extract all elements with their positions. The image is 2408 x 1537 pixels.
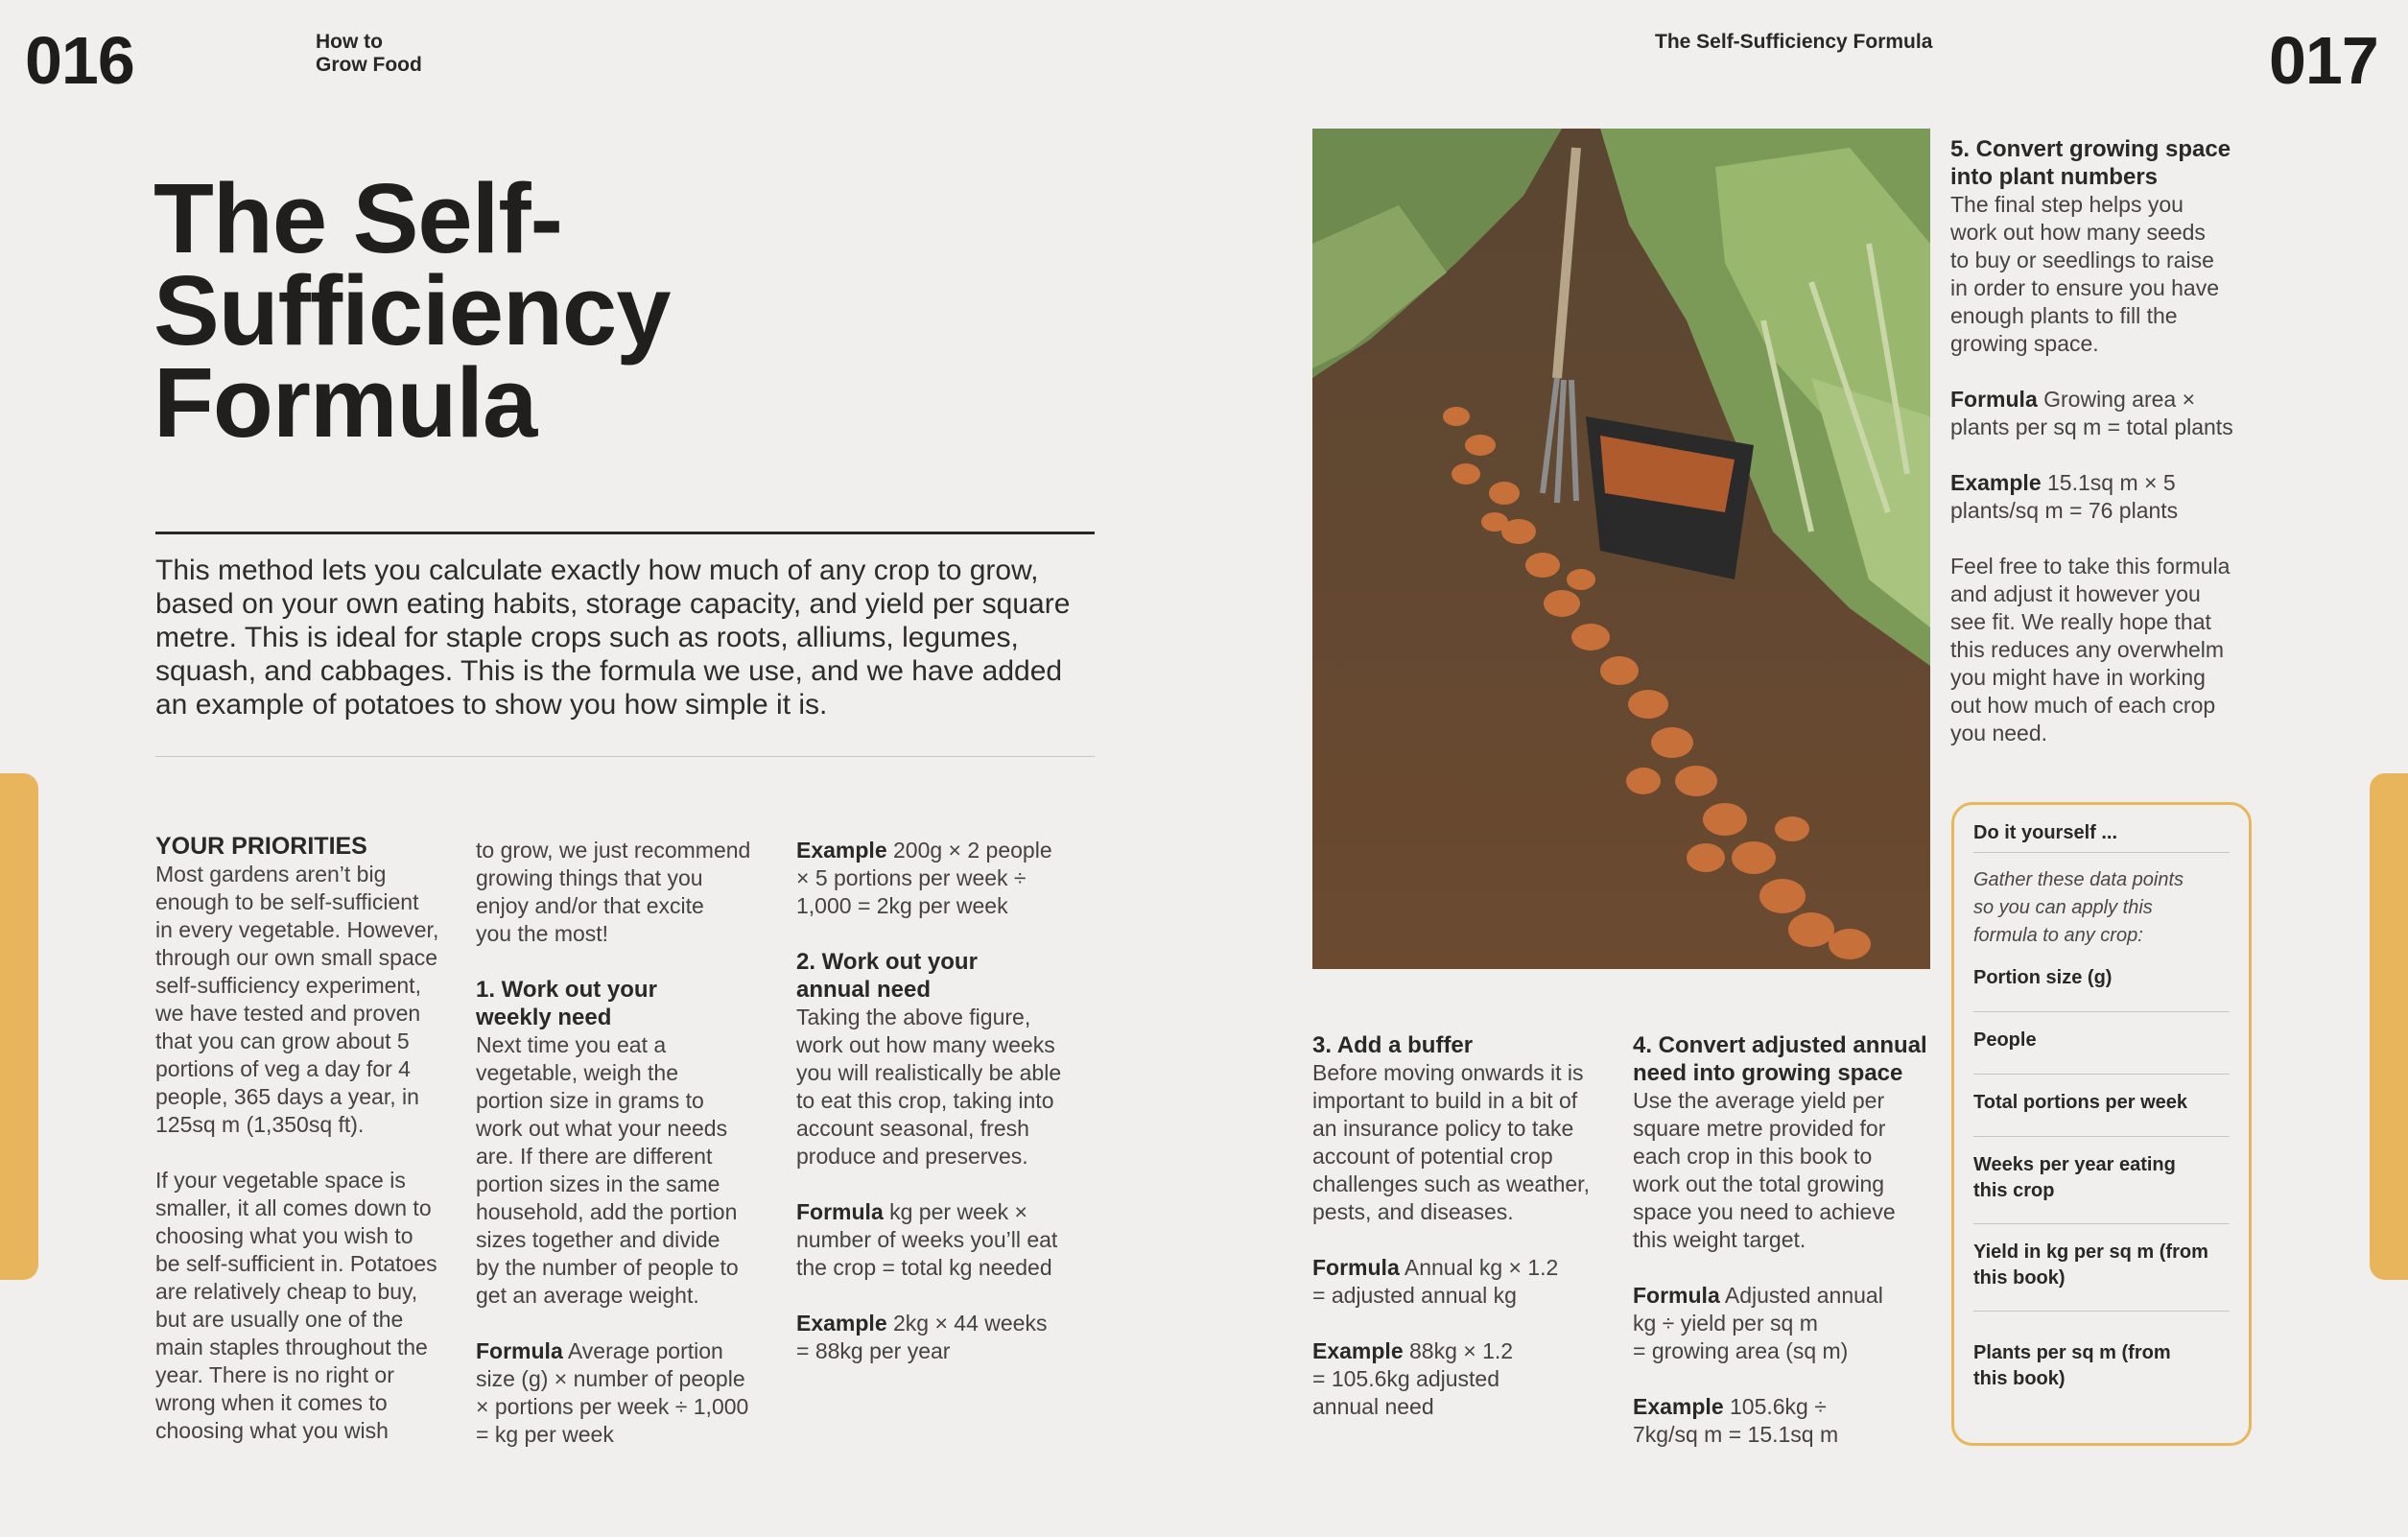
diy-item-portions-per-week: Total portions per week [1973,1092,2187,1113]
step-3-heading: 3. Add a buffer [1312,1032,1474,1058]
step-5-text: The final step helps you work out how many seeds to buy or seedlings to raise in order to ensure you have enough plants to fill the growing space. [1950,192,2220,356]
diy-separator [1973,1074,2230,1075]
diy-separator [1973,1223,2230,1224]
step-1-text: Next time you eat a vegetable, weigh the portion size in grams to work out what your needs are. If there are different portion sizes in the same household, add the portion sizes together and divide by the number of people to get an average weight. [476,1032,739,1308]
diy-separator [1973,1011,2230,1012]
step-2-formula: Formula kg per week × number of weeks you’ll eat the crop = total kg needed [796,1199,1058,1280]
step-3-text: Before moving onwards it is important to build in a bit of an insurance policy to take account of potential crop challenges such as weather, pests, and diseases. [1312,1060,1590,1224]
step-3-formula: Formula Annual kg × 1.2 = adjusted annual kg [1312,1255,1559,1308]
step-5-formula: Formula Growing area × plants per sq m = total plants [1950,387,2233,439]
page-title: The Self- Sufficiency Formula [153,163,671,458]
step-2-text: Taking the above figure, work out how many weeks you will realistically be able to eat this crop, taking into account seasonal, fresh produce and preserves. [796,1005,1062,1169]
priorities-para-2: If your vegetable space is smaller, it all comes down to choosing what you wish to be self-sufficient in. Potatoes are relatively cheap to buy, but are usually one of the main staples throughout the year. There is no right or wrong when it comes to choosing what you wish [155,1168,437,1443]
diy-separator [1973,1311,2230,1312]
column-step-1 [476,837,792,1477]
intro-paragraph: This method lets you calculate exactly how much of any crop to grow, based on your own eating habits, storage capacity, and yield per square metre. This is ideal for staple crops such as roots, alliums, legumes, squash, and cabbages. This is the formula we use, and we have added an example of potatoes to show you how simple it is. [155,555,1071,721]
left-running-head: How to Grow Food [316,31,422,76]
right-running-head: The Self-Sufficiency Formula [1655,31,1933,53]
step-1-example: Example 200g × 2 people × 5 portions per week ÷ 1,000 = 2kg per week [796,838,1052,918]
step-2-example: Example 2kg × 44 weeks = 88kg per year [796,1311,1048,1363]
column-step-2 [796,837,1113,1393]
diy-item-weeks-per-year: Weeks per year eating this crop [1973,1154,2176,1201]
diy-intro: Gather these data points so you can apply this formula to any crop: [1973,869,2184,946]
intro-rule [155,756,1095,757]
column-step-5 [1950,135,2277,775]
column-priorities [155,833,462,1473]
column-step-3 [1312,1031,1619,1449]
left-page-number: 016 [25,23,134,98]
step-4-example: Example 105.6kg ÷ 7kg/sq m = 15.1sq m [1633,1394,1839,1447]
diy-separator [1973,1136,2230,1137]
title-rule [155,532,1095,534]
photo-illustration [1312,129,1930,969]
diy-item-people: People [1973,1029,2037,1051]
priorities-heading: YOUR PRIORITIES [155,833,367,860]
left-edge-tab [0,773,38,1280]
step-1-formula: Formula Average portion size (g) × number of people × portions per week ÷ 1,000 = kg per week [476,1338,749,1447]
closing-paragraph: Feel free to take this formula and adjust it however you see fit. We really hope that this reduces any overwhelm you might have in working out how much of each crop you need. [1950,554,2231,745]
step-5-heading: 5. Convert growing space into plant numbers [1950,136,2231,190]
step-4-heading: 4. Convert adjusted annual need into growing space [1633,1032,1927,1086]
column-step-4 [1633,1031,1949,1477]
potato-harvest-photo [1312,129,1930,969]
right-edge-tab [2370,773,2408,1280]
do-it-yourself-box [1951,802,2252,1446]
diy-item-portion-size: Portion size (g) [1973,967,2113,988]
step-2-heading: 2. Work out your annual need [796,949,978,1003]
step-3-example: Example 88kg × 1.2 = 105.6kg adjusted annual need [1312,1338,1514,1419]
right-page-number: 017 [2269,23,2378,98]
step-4-text: Use the average yield per square metre provided for each crop in this book to work out the total growing space you need to achieve this weight target. [1633,1088,1896,1252]
diy-item-plants-per-sqm: Plants per sq m (from this book) [1973,1342,2171,1389]
col2-intro: to grow, we just recommend growing things that you enjoy and/or that excite you the most! [476,838,751,946]
step-5-example: Example 15.1sq m × 5 plants/sq m = 76 plants [1950,470,2179,523]
step-1-heading: 1. Work out your weekly need [476,977,657,1030]
step-4-formula: Formula Adjusted annual kg ÷ yield per sq m = growing area (sq m) [1633,1283,1883,1363]
priorities-para-1: Most gardens aren’t big enough to be self-sufficient in every vegetable. However, through our own small space self-sufficiency experiment, we have tested and proven that you can grow about 5 portions of veg a day for 4 people, 365 days a year, in 125sq m (1,350sq ft). [155,862,439,1137]
diy-heading: Do it yourself ... [1973,822,2230,853]
diy-item-yield: Yield in kg per sq m (from this book) [1973,1241,2208,1289]
